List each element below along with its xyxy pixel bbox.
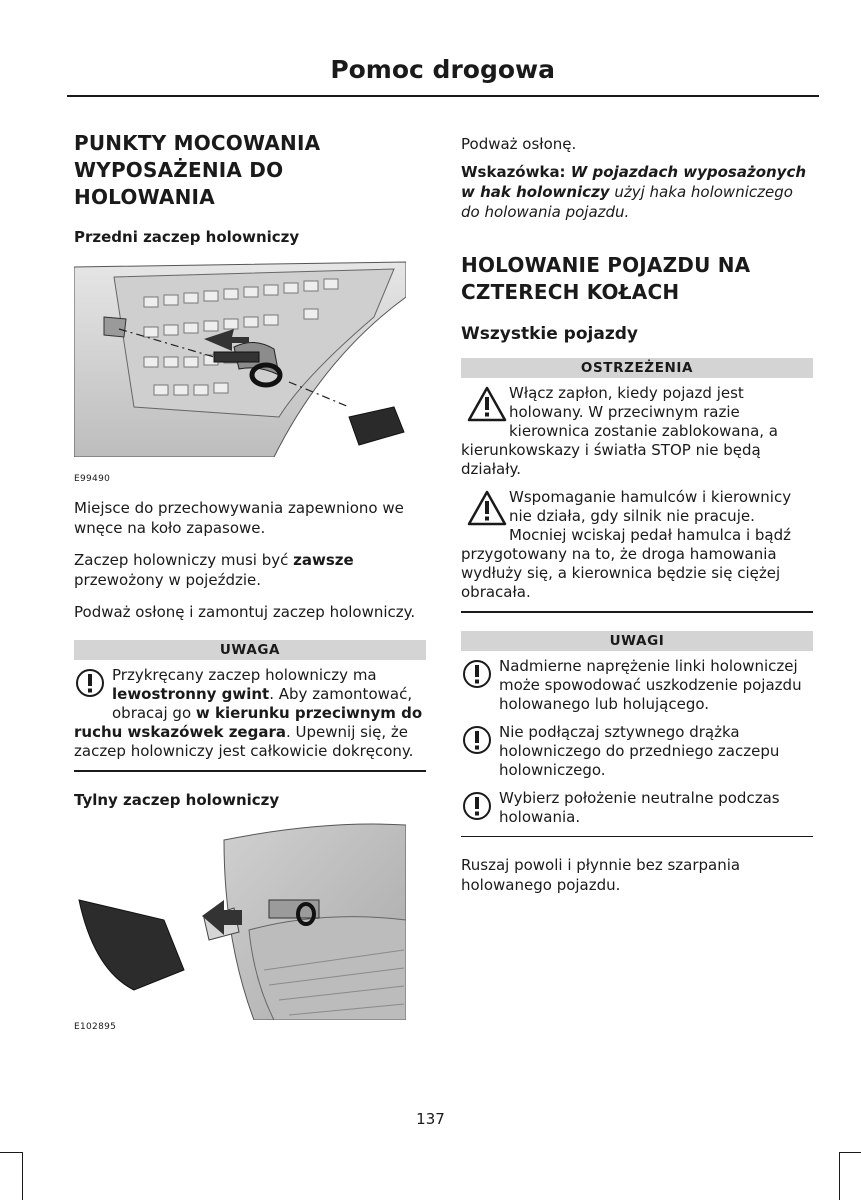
header-divider <box>67 95 819 97</box>
tip-paragraph <box>461 162 813 222</box>
caution-note <box>74 666 426 761</box>
body-paragraph: Podważ osłonę. <box>461 135 577 153</box>
crop-mark <box>839 1152 861 1153</box>
warning-triangle-icon <box>461 384 509 426</box>
section-title-four-wheel-towing: HOLOWANIE POJAZDU NA CZTERECH KOŁACH <box>461 253 751 304</box>
text-run: . Upewnij się, że zaczep holowniczy jest całkowicie dokręcony. <box>74 723 414 760</box>
divider <box>461 611 813 613</box>
body-paragraph: Ruszaj powoli i płynnie bez szarpania holowanego pojazdu. <box>461 856 741 894</box>
emphasis-text: lewostronny gwint <box>112 685 270 703</box>
divider <box>74 770 426 772</box>
rear-hook-heading: Tylny zaczep holowniczy <box>74 790 280 809</box>
emphasis-text: W pojazdach wyposażonych w hak holowniczy <box>461 163 807 201</box>
warning-text: Wspomaganie hamulców i kierownicy nie działa, gdy silnik nie pracuje. Mocniej wciskaj pedał hamulca i bądź przygotowany na to, że droga hamowania wydłuży się, a kierownica będzie się ciężej obracała. <box>461 488 792 601</box>
body-paragraph: Miejsce do przechowywania zapewniono we wnęce na koło zapasowe. <box>74 499 404 537</box>
text-run: . Aby zamontować, obracaj go <box>112 685 413 722</box>
text-run: przewożony w pojeździe. <box>74 571 262 589</box>
text-run: Przykręcany zaczep holowniczy ma <box>112 666 377 684</box>
warnings-header: OSTRZEŻENIA <box>461 358 813 378</box>
exclamation-circle-icon <box>74 666 112 708</box>
caution-text: Wybierz położenie neutralne podczas holowania. <box>499 788 780 826</box>
page-title: Pomoc drogowa <box>330 55 555 84</box>
caution-note <box>461 657 813 714</box>
crop-mark <box>839 1152 840 1200</box>
front-tow-hook-illustration <box>74 257 406 472</box>
rear-tow-hook-illustration <box>74 820 406 1020</box>
caution-note <box>461 789 813 827</box>
all-vehicles-heading: Wszystkie pojazdy <box>461 324 638 344</box>
section-title-towing-points: PUNKTY MOCOWANIA WYPOSAŻENIA DO HOLOWANIA <box>74 131 321 209</box>
caution-text: Nie podłączaj sztywnego drążka holowniczego do przedniego zaczepu holowniczego. <box>499 722 780 779</box>
caution-note <box>461 723 813 780</box>
exclamation-circle-icon <box>461 657 499 699</box>
caution-text: Nadmierne naprężenie linki holowniczej może spowodować uszkodzenie pojazdu holowanego lub holującego. <box>499 656 802 713</box>
figure-code: E102895 <box>74 1021 117 1032</box>
caution-header: UWAGA <box>74 640 426 660</box>
emphasis-text: zawsze <box>293 551 354 569</box>
text-run: użyj haka holowniczego do holowania pojazdu. <box>461 183 793 221</box>
tip-label: Wskazówka: <box>461 163 566 181</box>
warning-text: Włącz zapłon, kiedy pojazd jest holowany. W przeciwnym razie kierownica zostanie zablokowana, a kierunkowskazy i światła STOP nie będą działały. <box>461 384 779 478</box>
text-run: Zaczep holowniczy musi być <box>74 551 294 569</box>
exclamation-circle-icon <box>461 723 499 765</box>
right-column <box>461 130 813 907</box>
warning-note <box>461 488 813 602</box>
figure-code: E99490 <box>74 474 111 484</box>
crop-mark <box>0 1152 22 1153</box>
divider <box>461 836 813 838</box>
warning-triangle-icon <box>461 488 509 530</box>
body-paragraph <box>74 550 426 590</box>
page-number: 137 <box>416 1110 445 1128</box>
front-hook-heading: Przedni zaczep holowniczy <box>74 228 300 246</box>
left-column <box>74 130 426 1046</box>
emphasis-text: w kierunku przeciwnym do ruchu wskazówek zegara <box>74 704 423 741</box>
body-paragraph: Podważ osłonę i zamontuj zaczep holowniczy. <box>74 603 416 621</box>
exclamation-circle-icon <box>461 789 499 831</box>
crop-mark <box>22 1152 23 1200</box>
warning-note <box>461 384 813 479</box>
cautions-header: UWAGI <box>461 631 813 651</box>
